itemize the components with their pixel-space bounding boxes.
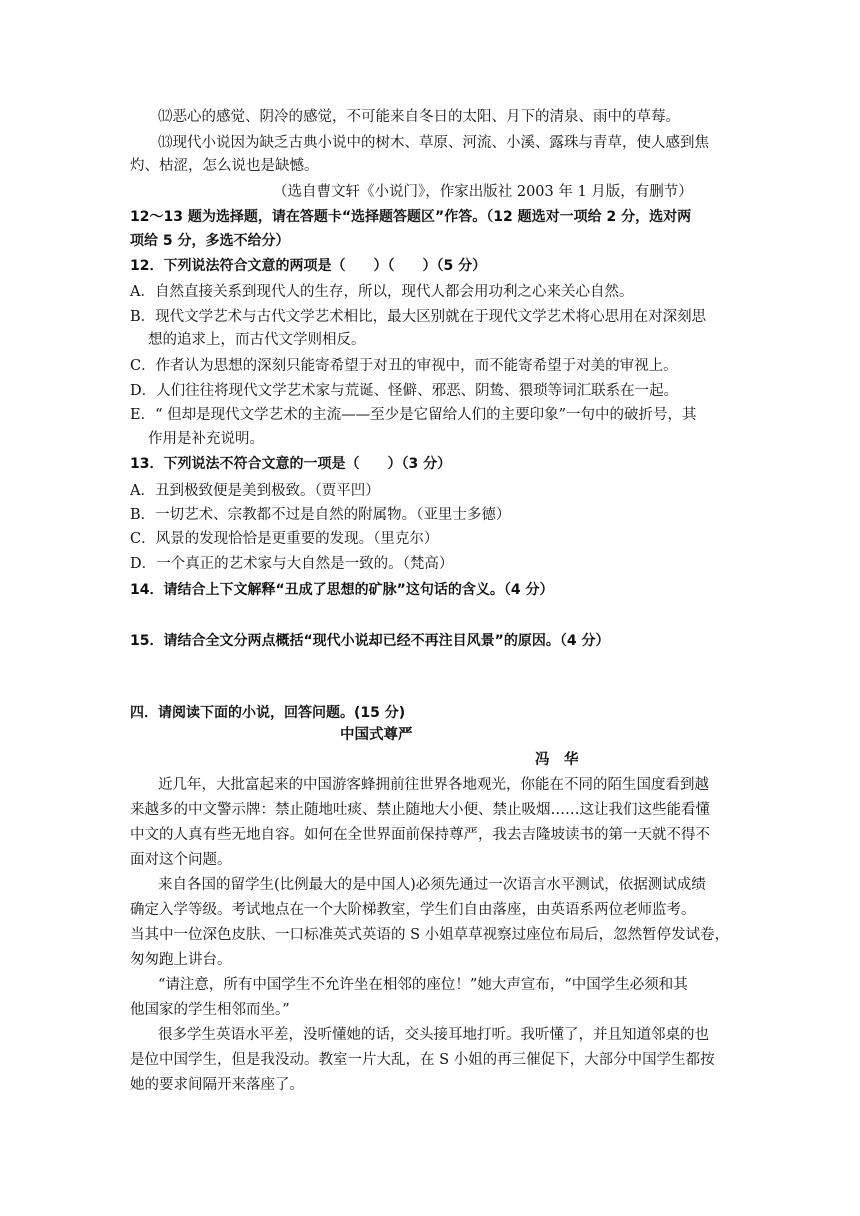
q14-stem: 14．请结合上下文解释“丑成了思想的矿脉”这句话的含义。（4 分） xyxy=(130,582,554,598)
q12-option-e-line1: E．“ 但却是现代文学艺术的主流——至少是它留给人们的主要印象”一句中的破折号，其 xyxy=(130,407,697,423)
q12-option-b-line1: B．现代文学艺术与古代文学艺术相比，最大区别就在于现代文学艺术将心思用在对深刻思 xyxy=(130,309,707,325)
q15-stem: 15．请结合全文分两点概括“现代小说却已经不再注目风景”的原因。（4 分） xyxy=(130,633,610,649)
passage-source: （选自曹文轩《小说门》，作家出版社 2003 年 1 月版，有删节） xyxy=(273,184,693,200)
story-para4-line2: 是位中国学生，但是我没动。教室一片大乱，在 S 小姐的再三催促下，大部分中国学生都按 xyxy=(130,1052,715,1068)
instructions-line1: 12～13 题为选择题，请在答题卡“选择题答题区”作答。（12 题选对一项给 2 分，选对两 xyxy=(130,209,692,225)
story-para2-line3: 当其中一位深色皮肤、一口标准英式英语的 S 小姐草草视察过座位布局后，忽然暂停发试卷， xyxy=(130,927,730,943)
passage-para-12: ⑿恶心的感觉、阴冷的感觉，不可能来自冬日的太阳、月下的清泉、雨中的草莓。 xyxy=(158,109,680,125)
passage-para-13-line2: 灼、枯涩，怎么说也是缺憾。 xyxy=(130,158,319,174)
q12-option-d: D．人们往往将现代文学艺术家与荒诞、怪僻、邪恶、阴鸷、猥琐等词汇联系在一起。 xyxy=(130,383,679,399)
story-para3-line2: 他国家的学生相邻而坐。” xyxy=(130,1002,290,1018)
q13-option-d: D．一个真正的艺术家与大自然是一致的。（梵高） xyxy=(130,556,454,572)
story-para3-line1: “请注意，所有中国学生不允许坐在相邻的座位！”她大声宣布，“中国学生必须和其 xyxy=(158,977,688,993)
q13-option-a: A．丑到极致便是美到极致。（贾平凹） xyxy=(130,483,380,499)
story-para4-line3: 她的要求间隔开来落座了。 xyxy=(130,1077,304,1093)
story-para1-line1: 近几年，大批富起来的中国游客蜂拥前往世界各地观光，你能在不同的陌生国度看到越 xyxy=(158,777,709,793)
q12-stem: 12．下列说法符合文意的两项是（ ）（ ）（5 分） xyxy=(130,258,487,274)
story-para2-line1: 来自各国的留学生(比例最大的是中国人)必须先通过一次语言水平测试，依据测试成绩 xyxy=(158,877,706,893)
story-para4-line1: 很多学生英语水平差，没听懂她的话，交头接耳地打听。我听懂了，并且知道邻桌的也 xyxy=(158,1027,709,1043)
q12-option-e-line2: 作用是补充说明。 xyxy=(148,431,264,447)
story-para1-line4: 面对这个问题。 xyxy=(130,852,232,868)
q12-option-a: A．自然直接关系到现代人的生存，所以，现代人都会用功利之心来关心自然。 xyxy=(130,284,634,300)
story-author: 冯 华 xyxy=(535,751,579,768)
story-para2-line4: 匆匆跑上讲台。 xyxy=(130,952,232,968)
story-para2-line2: 确定入学等级。考试地点在一个大阶梯教室，学生们自由落座，由英语系两位老师监考。 xyxy=(130,902,696,918)
instructions-line2: 项给 5 分，多选不给分） xyxy=(130,233,290,249)
passage-para-13-line1: ⒀现代小说因为缺乏古典小说中的树木、草原、河流、小溪、露珠与青草，使人感到焦 xyxy=(158,135,709,151)
story-title: 中国式尊严 xyxy=(340,726,413,743)
story-para1-line2: 来越多的中文警示牌：禁止随地吐痰、禁止随地大小便、禁止吸烟……这让我们这些能看懂 xyxy=(130,802,710,818)
q12-option-c: C．作者认为思想的深刻只能寄希望于对丑的审视中，而不能寄希望于对美的审视上。 xyxy=(130,358,678,374)
q13-option-b: B．一切艺术、宗教都不过是自然的附属物。（亚里士多德） xyxy=(130,507,511,523)
q13-option-c: C．风景的发现恰恰是更重要的发现。（里克尔） xyxy=(130,531,439,547)
q12-option-b-line2: 想的追求上，而古代文学则相反。 xyxy=(148,332,366,348)
section4-heading: 四．请阅读下面的小说，回答问题。(15 分) xyxy=(130,705,406,721)
story-para1-line3: 中文的人真有些无地自容。如何在全世界面前保持尊严，我去吉隆坡读书的第一天就不得不 xyxy=(130,827,710,843)
q13-stem: 13．下列说法不符合文意的一项是（ ）（3 分） xyxy=(130,456,452,472)
